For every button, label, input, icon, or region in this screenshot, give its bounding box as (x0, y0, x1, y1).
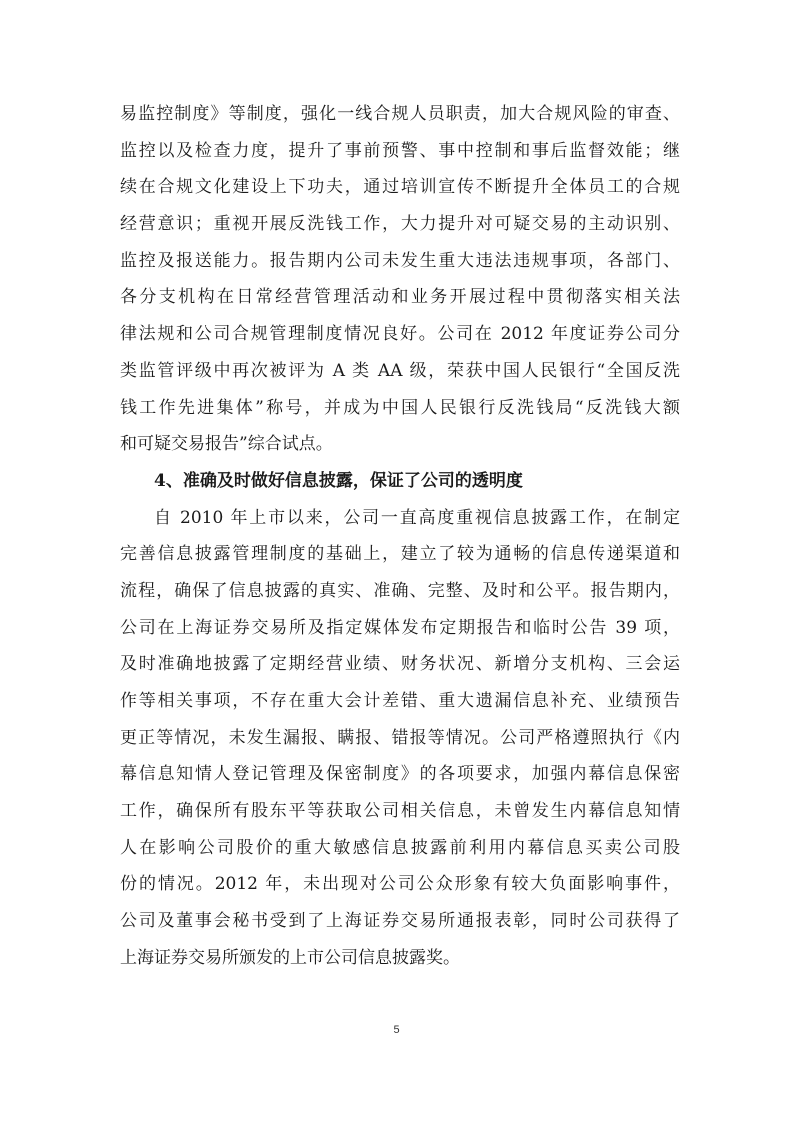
text-line: 各分支机构在日常经营管理活动和业务开展过程中贯彻落实相关法 (120, 287, 680, 308)
text-line: 流程，确保了信息披露的真实、准确、完整、及时和公平。报告期内， (120, 580, 680, 601)
text-line: 续在合规文化建设上下功夫，通过培训宣传不断提升全体员工的合规 (120, 177, 680, 198)
paragraph-compliance (120, 96, 680, 463)
text-line: 类监管评级中再次被评为 A 类 AA 级，荣获中国人民银行“全国反洗 (120, 360, 680, 381)
text-line: 工作，确保所有股东平等获取公司相关信息，未曾发生内幕信息知情 (120, 801, 680, 822)
section-heading: 4、准确及时做好信息披露，保证了公司的透明度 (154, 470, 523, 491)
text-line: 公司及董事会秘书受到了上海证券交易所通报表彰，同时公司获得了 (120, 911, 680, 932)
text-line: 律法规和公司合规管理制度情况良好。公司在 2012 年度证券公司分 (120, 324, 680, 345)
text-line: 和可疑交易报告”综合试点。 (120, 434, 333, 455)
text-line: 监控及报送能力。报告期内公司未发生重大违法违规事项，各部门、 (120, 250, 680, 271)
text-line: 幕信息知情人登记管理及保密制度》的各项要求，加强内幕信息保密 (120, 764, 680, 785)
text-line: 份的情况。2012 年，未出现对公司公众形象有较大负面影响事件， (120, 874, 680, 895)
text-line: 上海证券交易所颁发的上市公司信息披露奖。 (120, 947, 460, 968)
text-line: 及时准确地披露了定期经营业绩、财务状况、新增分支机构、三会运 (120, 654, 680, 675)
page-number: 5 (393, 1024, 400, 1036)
text-line: 易监控制度》等制度，强化一线合规人员职责，加大合规风险的审查、 (120, 104, 680, 124)
text-line: 经营意识；重视开展反洗钱工作，大力提升对可疑交易的主动识别、 (120, 214, 680, 235)
body-text (120, 96, 680, 977)
text-line: 更正等情况，未发生漏报、瞒报、错报等情况。公司严格遵照执行《内 (120, 727, 680, 748)
text-line: 自 2010 年上市以来，公司一直高度重视信息披露工作，在制定 (154, 507, 680, 528)
text-line: 钱工作先进集体”称号，并成为中国人民银行反洗钱局“反洗钱大额 (120, 397, 680, 418)
text-line: 作等相关事项，不存在重大会计差错、重大遗漏信息补充、业绩预告 (120, 691, 680, 711)
text-line: 监控以及检查力度，提升了事前预警、事中控制和事后监督效能；继 (120, 140, 680, 161)
text-line: 完善信息披露管理制度的基础上，建立了较为通畅的信息传递渠道和 (120, 544, 680, 565)
text-line: 公司在上海证券交易所及指定媒体发布定期报告和临时公告 39 项， (120, 617, 680, 638)
paragraph-disclosure (120, 500, 680, 977)
text-line: 人在影响公司股价的重大敏感信息披露前利用内幕信息买卖公司股 (120, 837, 680, 858)
